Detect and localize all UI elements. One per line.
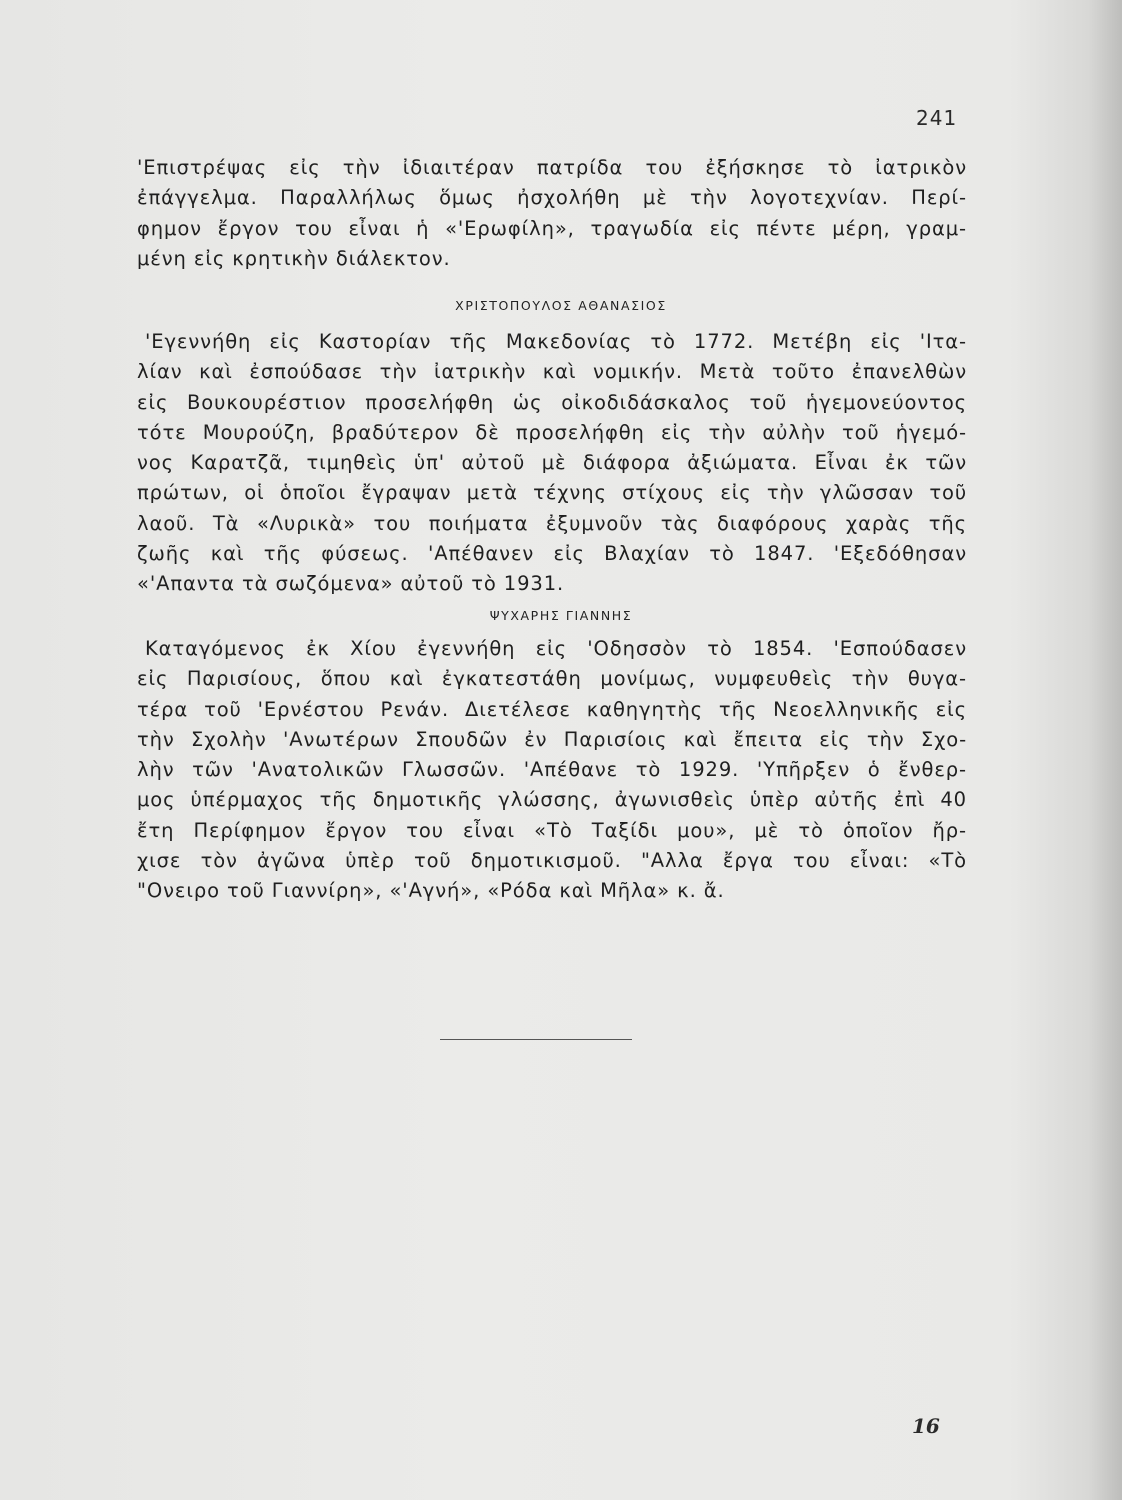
psycharis-paragraph [137, 634, 967, 907]
text-line: ἐπάγγελμα. Παραλλήλως ὅμως ἠσχολήθη μὲ τὴν λογοτεχνίαν. Περί- [137, 186, 967, 210]
text-line: λὴν τῶν 'Ανατολικῶν Γλωσσῶν. 'Απέθανε τὸ 1929. 'Υπῆρξεν ὁ ἔνθερ- [137, 758, 967, 782]
text-line: τέρα τοῦ 'Ερνέστου Ρενάν. Διετέλεσε καθηγητὴς τῆς Νεοελληνικῆς εἰς [137, 697, 967, 721]
section-heading-psycharis: ΨΥΧΑΡΗΣ ΓΙΑΝΝΗΣ [489, 608, 633, 623]
end-of-text-rule [440, 1039, 632, 1040]
text-line: εἰς Παρισίους, ὅπου καὶ ἐγκατεστάθη μονίμως, νυμφευθεὶς τὴν θυγα- [137, 667, 967, 691]
text-line: χισε τὸν ἀγῶνα ὑπὲρ τοῦ δημοτικισμοῦ. "Αλλα ἔργα του εἶναι: «Τὸ [137, 849, 967, 873]
christopoulos-paragraph [137, 327, 967, 600]
text-line: τὴν Σχολὴν 'Ανωτέρων Σπουδῶν ἐν Παρισίοις καὶ ἔπειτα εἰς τὴν Σχο- [137, 727, 967, 751]
text-line: Καταγόμενος ἐκ Χίου ἐγεννήθη εἰς 'Οδησσὸν τὸ 1854. 'Εσπούδασεν [145, 637, 967, 660]
text-line: "Ονειρο τοῦ Γιαννίρη», «'Αγνή», «Ρόδα καὶ Μῆλα» κ. ἄ. [137, 879, 725, 903]
page-number: 241 [916, 106, 958, 130]
signature-mark: 16 [912, 1414, 940, 1438]
text-line: «'Απαντα τὰ σωζόμενα» αὐτοῦ τὸ 1931. [137, 572, 565, 596]
text-line: 'Επιστρέψας εἰς τὴν ἰδιαιτέραν πατρίδα του ἐξήσκησε τὸ ἰατρικὸν [137, 156, 967, 179]
text-line: ζωῆς καὶ τῆς φύσεως. 'Απέθανεν εἰς Βλαχίαν τὸ 1847. 'Εξεδόθησαν [137, 542, 967, 566]
text-line: φημον ἔργον του εἶναι ἡ «'Ερωφίλη», τραγωδία εἰς πέντε μέρη, γραμ- [137, 216, 967, 240]
section-heading-christopoulos: ΧΡΙΣΤΟΠΟΥΛΟΣ ΑΘΑΝΑΣΙΟΣ [455, 298, 667, 313]
text-line: μος ὑπέρμαχος τῆς δημοτικῆς γλώσσης, ἀγωνισθεὶς ὑπὲρ αὐτῆς ἐπὶ 40 [137, 788, 967, 812]
text-line: πρώτων, οἱ ὁποῖοι ἔγραψαν μετὰ τέχνης στίχους εἰς τὴν γλῶσσαν τοῦ [137, 481, 967, 505]
text-line: λίαν καὶ ἐσπούδασε τὴν ἰατρικὴν καὶ νομικήν. Μετὰ τοῦτο ἐπανελθὼν [137, 360, 967, 384]
text-line: μένη εἰς κρητικὴν διάλεκτον. [137, 246, 451, 270]
text-line: τότε Μουρούζη, βραδύτερον δὲ προσελήφθη εἰς τὴν αὐλὴν τοῦ ἡγεμό- [137, 420, 967, 444]
text-line: ἔτη Περίφημον ἔργον του εἶναι «Τὸ Ταξίδι μου», μὲ τὸ ὁποῖον ἤρ- [137, 818, 967, 842]
text-line: νος Καρατζᾶ, τιμηθεὶς ὑπ' αὐτοῦ μὲ διάφορα ἀξιώματα. Εἶναι ἐκ τῶν [137, 451, 967, 475]
intro-paragraph [137, 153, 967, 274]
text-line: 'Εγεννήθη εἰς Καστορίαν τῆς Μακεδονίας τὸ 1772. Μετέβη εἰς 'Ιτα- [145, 330, 967, 353]
text-line: λαοῦ. Τὰ «Λυρικὰ» του ποιήματα ἐξυμνοῦν τὰς διαφόρους χαρὰς τῆς [137, 511, 967, 535]
text-line: εἰς Βουκουρέστιον προσελήφθη ὡς οἰκοδιδάσκαλος τοῦ ἡγεμονεύοντος [137, 390, 967, 414]
